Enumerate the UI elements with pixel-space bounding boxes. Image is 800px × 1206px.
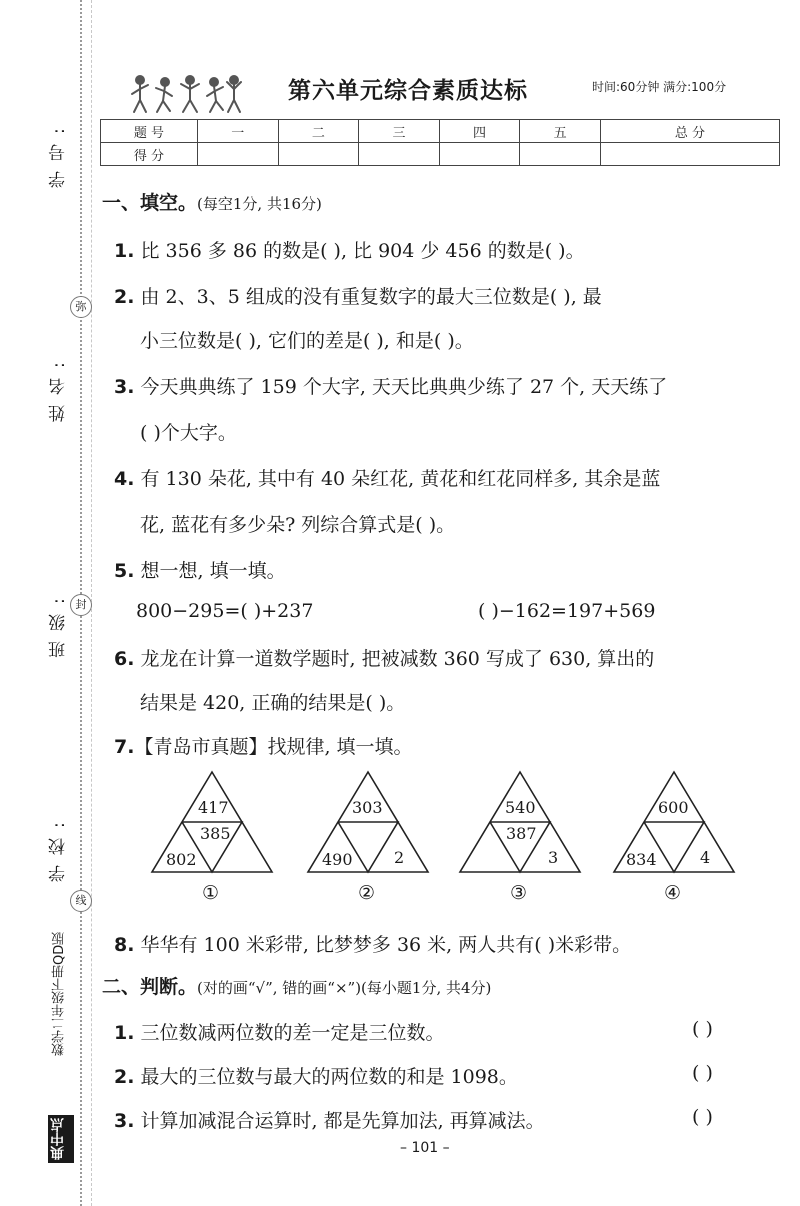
q5-equation-2: ( )−162=197+569: [478, 600, 656, 622]
name-label: 姓名:: [49, 352, 69, 422]
col-2: 二: [278, 120, 359, 143]
triangle-2-top: 303: [352, 798, 383, 817]
q4-line2: 花, 蓝花有多少朵? 列综合算式是( )。: [140, 514, 456, 536]
q2-line1: 2. 由 2、3、5 组成的没有重复数字的最大三位数是( ), 最: [114, 286, 602, 308]
q2-line2: 小三位数是( ), 它们的差是( ), 和是( )。: [140, 330, 474, 352]
score-table-score-row: [101, 143, 780, 166]
q6-line2: 结果是 420, 正确的结果是( )。: [140, 692, 406, 714]
col-3: 三: [359, 120, 440, 143]
judge-item-2-blank[interactable]: ( ): [692, 1062, 713, 1084]
triangle-3: [458, 770, 582, 874]
q8: 8. 华华有 100 米彩带, 比梦梦多 36 米, 两人共有( )米彩带。: [114, 934, 632, 956]
score-cell-1[interactable]: [198, 143, 279, 166]
section2-heading: 二、判断。(对的画“√”, 错的画“×”)(每小题1分, 共4分): [102, 976, 492, 998]
score-cell-4[interactable]: [439, 143, 520, 166]
score-cell-5[interactable]: [520, 143, 601, 166]
triangle-4-label: ④: [664, 882, 682, 904]
col-4: 四: [439, 120, 520, 143]
judge-item-1: 1. 三位数减两位数的差一定是三位数。: [114, 1022, 445, 1044]
q3-line1: 3. 今天典典练了 159 个大字, 天天比典典少练了 27 个, 天天练了: [114, 376, 668, 398]
score-cell-3[interactable]: [359, 143, 440, 166]
triangle-2-right: 2: [394, 848, 405, 867]
seal-xian: 线: [70, 890, 92, 912]
row-label-question: 题 号: [101, 120, 198, 143]
judge-item-2: 2. 最大的三位数与最大的两位数的和是 1098。: [114, 1066, 518, 1088]
q4-line1: 4. 有 130 朵花, 其中有 40 朵红花, 黄花和红花同样多, 其余是蓝: [114, 468, 661, 490]
student-id-label: 学号:: [49, 118, 69, 188]
judge-item-3-blank[interactable]: ( ): [692, 1106, 713, 1128]
judge-item-3: 3. 计算加减混合运算时, 都是先算加法, 再算减法。: [114, 1110, 545, 1132]
col-1: 一: [198, 120, 279, 143]
running-kids-icon: [130, 74, 242, 116]
triangle-1-label: ①: [202, 882, 220, 904]
q6-line1: 6. 龙龙在计算一道数学题时, 把被减数 360 写成了 630, 算出的: [114, 648, 655, 670]
page-number: – 101 –: [400, 1140, 450, 1156]
triangle-3-top: 540: [505, 798, 536, 817]
triangle-4-top: 600: [658, 798, 689, 817]
triangle-1-left: 802: [166, 850, 197, 869]
class-label: 班级:: [49, 588, 69, 658]
score-cell-2[interactable]: [278, 143, 359, 166]
judge-item-1-blank[interactable]: ( ): [692, 1018, 713, 1040]
triangle-1-mid: 385: [200, 824, 231, 843]
q3-line2: ( )个大字。: [140, 422, 237, 444]
seal-mi: 弥: [70, 296, 92, 318]
q1: 1. 比 356 多 86 的数是( ), 比 904 少 456 的数是( )。: [114, 240, 585, 262]
score-cell-total[interactable]: [600, 143, 779, 166]
book-info-text: 数学二年级下册QD版: [52, 932, 67, 1057]
triangle-4-right: 4: [700, 848, 711, 867]
section1-heading: 一、填空。(每空1分, 共16分): [102, 192, 322, 214]
q7: 7.【青岛市真题】找规律, 填一填。: [114, 736, 413, 758]
triangle-3-right: 3: [548, 848, 559, 867]
triangle-1-top: 417: [198, 798, 229, 817]
score-table-header-row: [101, 120, 780, 143]
row-label-score: 得 分: [101, 143, 198, 166]
q5-equation-1: 800−295=( )+237: [136, 600, 314, 622]
col-5: 五: [520, 120, 601, 143]
triangle-3-mid: 387: [506, 824, 537, 843]
seal-feng: 封: [70, 594, 92, 616]
col-total: 总 分: [600, 120, 779, 143]
book-info-tab: [48, 932, 74, 1162]
q5: 5. 想一想, 填一填。: [114, 560, 286, 582]
page-title: 第六单元综合素质达标: [288, 78, 528, 104]
score-table: [100, 119, 780, 166]
time-score-info: 时间:60分钟 满分:100分: [592, 80, 727, 94]
triangle-2-label: ②: [358, 882, 376, 904]
triangle-4-left: 834: [626, 850, 657, 869]
triangle-3-label: ③: [510, 882, 528, 904]
brand-logo: 典中点: [48, 1115, 74, 1163]
school-label: 学校:: [49, 812, 69, 882]
triangle-2-left: 490: [322, 850, 353, 869]
